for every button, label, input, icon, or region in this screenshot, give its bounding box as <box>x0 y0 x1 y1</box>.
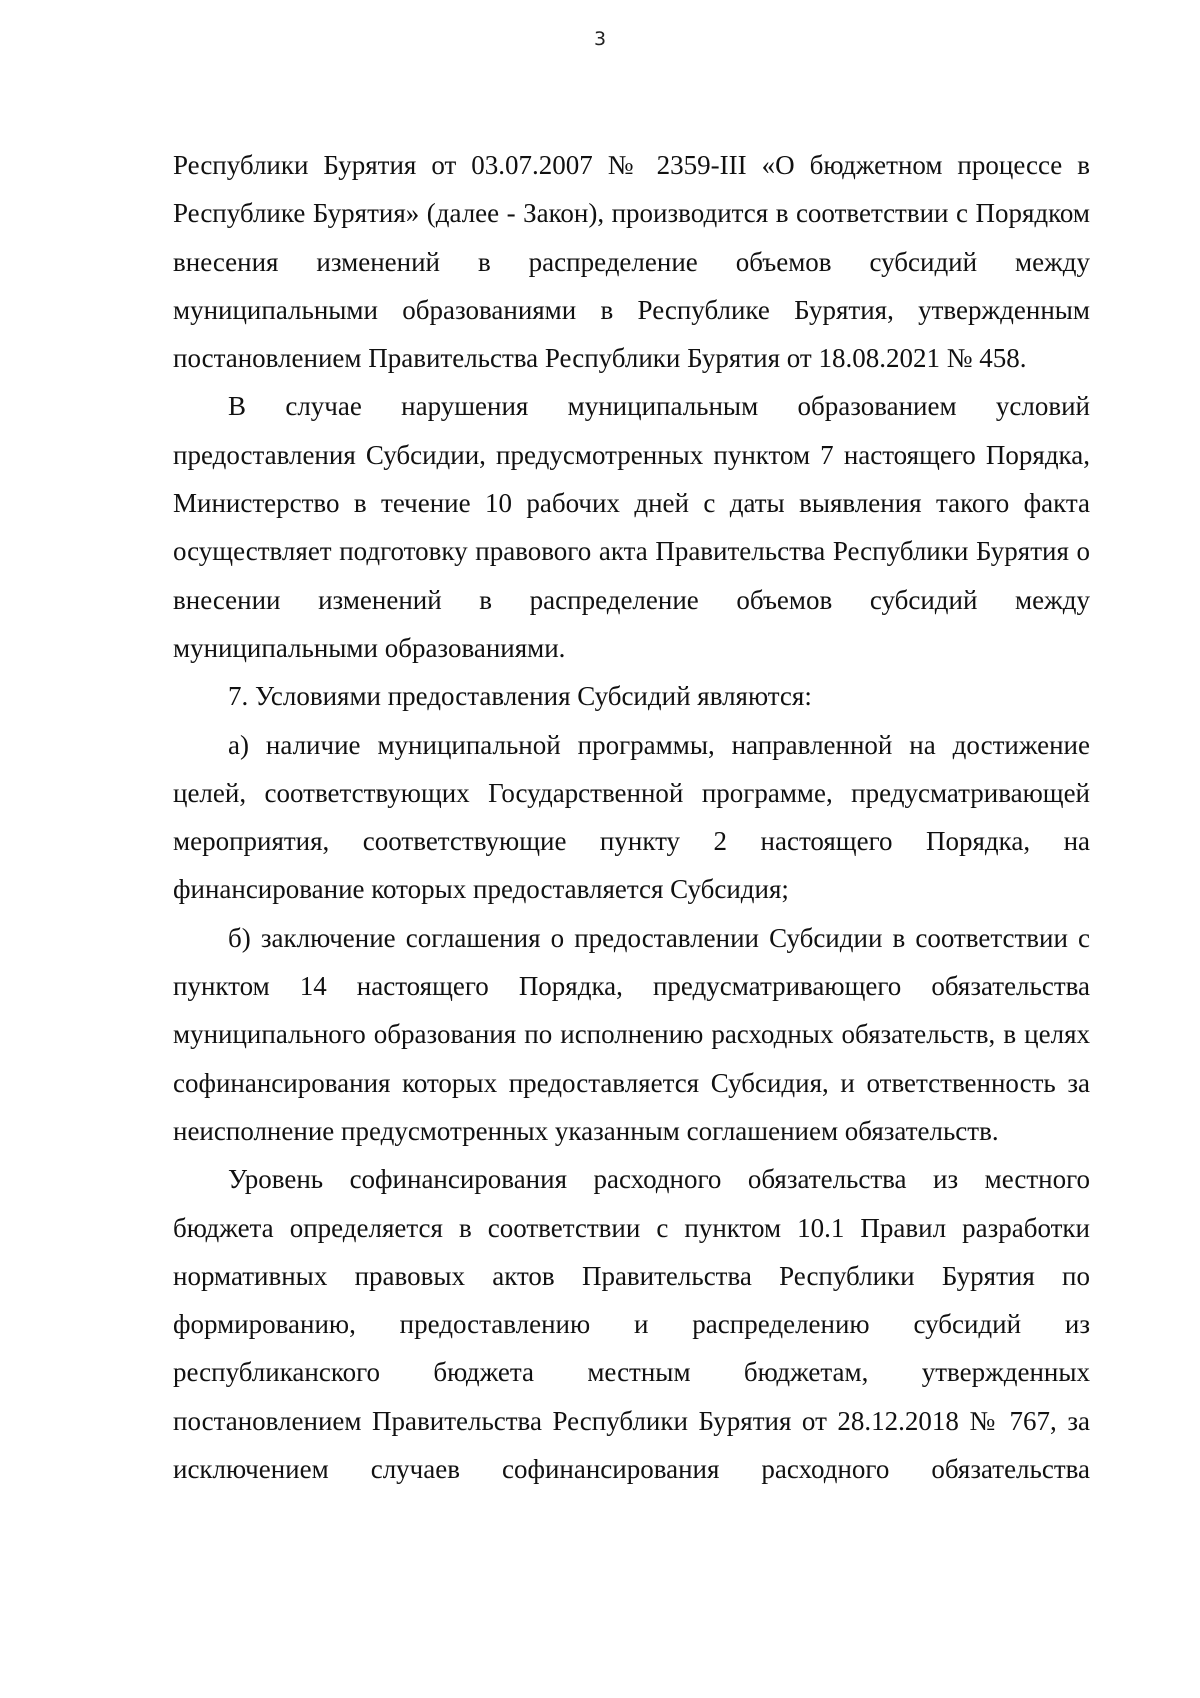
paragraph-item-7-heading: 7. Условиями предоставления Субсидий являются: <box>228 681 812 712</box>
page-number: 3 <box>593 28 607 50</box>
paragraph-cofinancing-level: Уровень софинансирования расходного обязательства из местного бюджета определяется в соответствии с пунктом 10.1 Правил разработки нормативных правовых актов Правительства Республики Бурятия по формированию, предоставлению и распределению субсидий из республиканского бюджета местным бюджетам, утвержденных постановлением Правительства Республики Бурятия от 28.12.2018 № 767, за исключением случаев софинансирования расходного обязательства <box>173 1164 1090 1485</box>
paragraph-item-7b: б) заключение соглашения о предоставлении Субсидии в соответствии с пунктом 14 настоящего Порядка, предусматривающего обязательства муниципального образования по исполнению расходных обязательств, в целях софинансирования которых предоставляется Субсидия, и ответственность за неисполнение предусмотренных указанным соглашением обязательств. <box>173 922 1090 1146</box>
paragraph-law-reference: Республики Бурятия от 03.07.2007 № 2359-III «О бюджетном процессе в Республике Бурятия» (далее - Закон), производится в соответствии с Порядком внесения изменений в распределение объемов субсидий между муниципальными образованиями в Республике Бурятия, утвержденным постановлением Правительства Республики Бурятия от 18.08.2021 № 458. <box>173 150 1090 374</box>
document-body <box>173 141 1090 1493</box>
paragraph-item-7a: а) наличие муниципальной программы, направленной на достижение целей, соответствующих Государственной программе, предусматривающей мероприятия, соответствующие пункту 2 настоящего Порядка, на финансирование которых предоставляется Субсидия; <box>173 729 1090 905</box>
paragraph-violation-case: В случае нарушения муниципальным образованием условий предоставления Субсидии, предусмотренных пунктом 7 настоящего Порядка, Министерство в течение 10 рабочих дней с даты выявления такого факта осуществляет подготовку правового акта Правительства Республики Бурятия о внесении изменений в распределение объемов субсидий между муниципальными образованиями. <box>173 391 1090 663</box>
